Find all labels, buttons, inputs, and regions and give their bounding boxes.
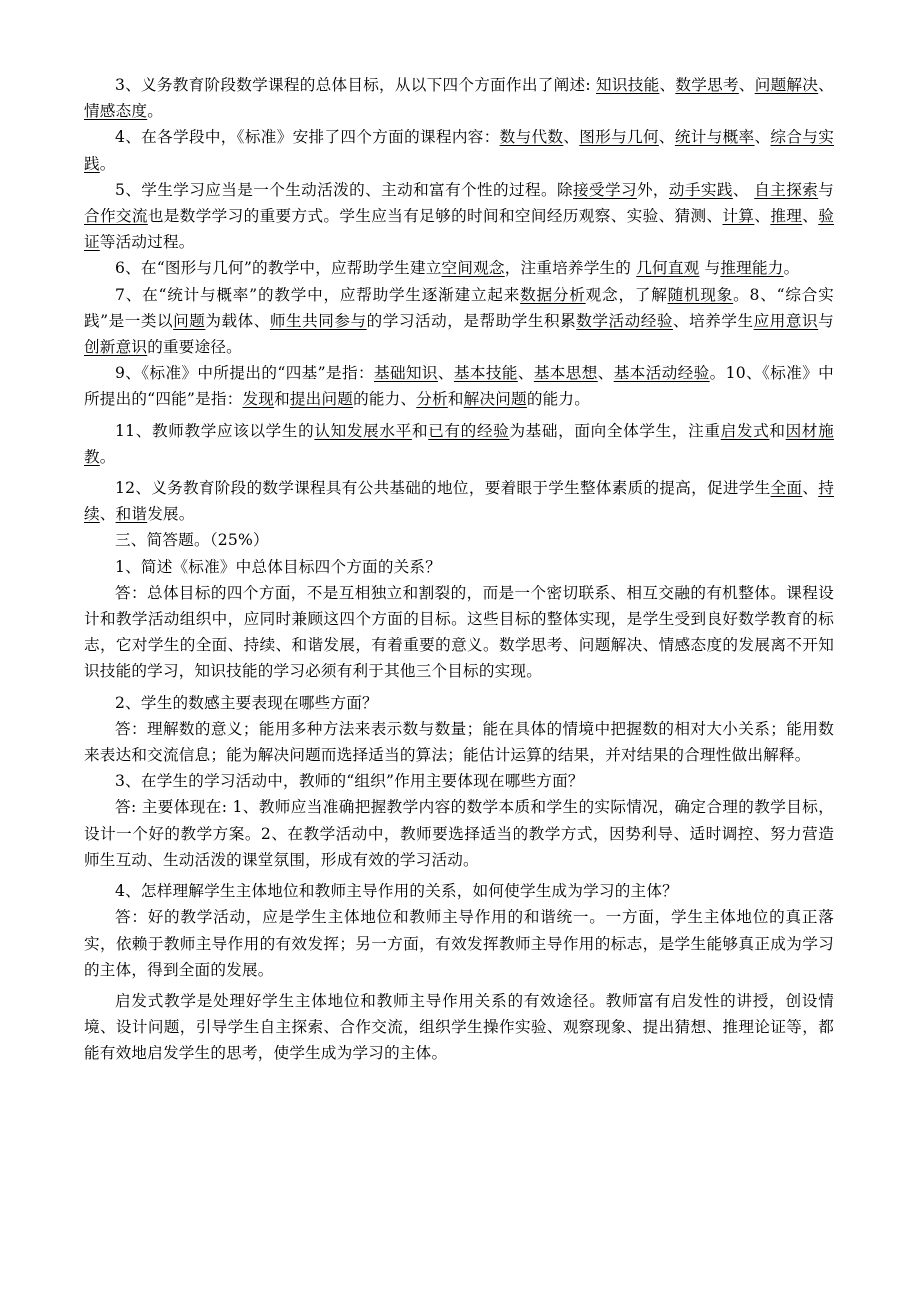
text-run: 为载体、 (205, 311, 270, 330)
underlined-answer: 数学思考 (675, 76, 739, 94)
text-run: 的能力。 (526, 390, 591, 409)
underlined-answer: 解决问题 (463, 390, 527, 409)
paragraph (84, 418, 834, 470)
underlined-answer: 基本思想 (533, 364, 598, 383)
text-run: 3、在学生的学习活动中，教师的“组织”作用主要体现在哪些方面？ (115, 772, 584, 791)
underlined-answer: 接受学习 (572, 180, 637, 199)
text-run: 、 (659, 76, 676, 94)
paragraph (84, 878, 834, 904)
underlined-answer: 知识技能 (596, 76, 660, 94)
paragraph (84, 475, 834, 527)
underlined-answer: 空间观念 (441, 259, 505, 278)
underlined-answer: 提出问题 (289, 390, 354, 409)
text-run: 、 (517, 364, 534, 383)
paragraph (84, 177, 834, 256)
text-run: 、 (818, 76, 834, 94)
text-run: 答：好的教学活动，应是学生主体地位和教师主导作用的和谐统一。一方面，学生主体地位的真正落实，依赖于教师主导作用的有效发挥；另一方面，有效发挥教师主导作用的标志，是学生能够真正成为学习的主体，得到全面的发展。 (84, 908, 834, 979)
text-run: 、 (738, 76, 755, 94)
text-run: 和 (447, 390, 464, 409)
underlined-answer: 分析 (416, 390, 448, 409)
underlined-answer: 发现 (242, 390, 275, 409)
text-run: 、 (658, 128, 675, 147)
underlined-answer: 应用意识 (753, 311, 819, 330)
underlined-answer: 验证 (84, 207, 834, 252)
text-run: 、 (802, 479, 819, 498)
paragraph (84, 768, 834, 794)
underlined-answer: 启发式 (720, 421, 770, 440)
text-run: 发展。 (147, 505, 195, 524)
text-run: 与 (818, 311, 834, 330)
underlined-answer: 数与代数 (499, 128, 564, 147)
paragraph (84, 124, 834, 176)
text-run: 5、学生学习应当是一个生动活泼的、主动和富有个性的过程。除 (115, 180, 573, 199)
text-run: 启发式教学是处理好学生主体地位和教师主导作用关系的有效途径。教师富有启发性的讲授，创设情境、设计问题，引导学生自主探索、合作交流，组织学生操作实验、观察现象、提出猜想、推理论证等，都能有效地启发学生的思考，使学生成为学习的主体。 (84, 991, 834, 1063)
underlined-answer: 随机现象 (667, 285, 734, 304)
text-run: 、 (563, 128, 580, 147)
underlined-answer: 全面 (770, 479, 803, 498)
text-run: 也是数学学习的重要方式。学生应当有足够的时间和空间经历观察、实验、猜测、 (147, 207, 723, 226)
text-run: 的学习活动，是帮助学生积累 (366, 311, 577, 330)
text-run: 的能力、 (353, 390, 417, 409)
paragraph (84, 794, 834, 873)
text-run: 6、在“图形与几何”的教学中，应帮助学生建立 (115, 259, 442, 278)
text-run: 、 (754, 207, 771, 226)
text-run: 2、学生的数感主要表现在哪些方面？ (115, 693, 378, 712)
text-run: 、 (437, 364, 454, 383)
underlined-answer: 因材施教 (84, 421, 834, 466)
text-run: 和 (769, 421, 786, 440)
text-run: 为基础，面向全体学生，注重 (509, 421, 721, 440)
paragraph (84, 554, 834, 580)
document-body (84, 72, 834, 1067)
underlined-answer: 基础知识 (373, 364, 438, 383)
underlined-answer: 情感态度 (84, 102, 148, 121)
underlined-answer: 基本技能 (453, 364, 518, 383)
underlined-answer: 和谐 (115, 505, 148, 524)
text-run: 。8、“综合实践”是一类以 (84, 285, 834, 330)
underlined-answer: 合作交流 (84, 207, 148, 226)
text-run: 。 (783, 259, 800, 278)
underlined-answer: 推理 (770, 207, 803, 226)
text-run: 、培养学生 (673, 311, 754, 330)
text-run: 、 (802, 207, 819, 226)
text-run: 12、义务教育阶段的数学课程具有公共基础的地位，要着眼于学生整体素质的提高，促进学生 (115, 479, 771, 498)
underlined-answer: 问题 (173, 311, 206, 330)
text-run: 7、在“统计与概率”的教学中，应帮助学生逐渐建立起来 (115, 285, 521, 304)
text-run: 等活动过程。 (99, 233, 195, 252)
text-run: 。10、《标准》中所提出的“四能”是指： (84, 364, 834, 409)
text-run: 和 (411, 421, 429, 440)
text-run: 11、教师教学应该以学生的 (115, 421, 315, 440)
text-run: 观念，了解 (585, 285, 668, 304)
text-run: 3、义务教育阶段数学课程的总体目标，从以下四个方面作出了阐述: (115, 76, 597, 94)
text-run: 答：理解数的意义；能用多种方法来表示数与数量；能在具体的情境中把握数的相对大小关系；能用数来表达和交流信息；能为解决问题而选择适当的算法；能估计运算的结果，并对结果的合理性做出解释。 (84, 719, 834, 765)
underlined-answer: 推理能力 (720, 259, 784, 278)
text-run: 三、简答题。（25%） (115, 531, 269, 550)
paragraph (84, 988, 834, 1067)
text-run: 答：总体目标的四个方面，不是互相独立和割裂的，而是一个密切联系、相互交融的有机整体。课程设计和教学活动组织中，应同时兼顾这四个方面的目标。这些目标的整体实现，是学生受到良好数学教育的标志，它对学生的全面、持续、和谐发展，有着重要的意义。数学思考、问题解决、情感态度的发展离不开知识技能的学习，知识技能的学习必须有利于其他三个目标的实现。 (84, 583, 834, 681)
paragraph (84, 527, 834, 553)
text-run: 。 (147, 102, 163, 121)
paragraph (84, 904, 834, 983)
underlined-answer: 数学活动经验 (576, 311, 674, 330)
underlined-answer: 计算 (722, 207, 755, 226)
paragraph (84, 360, 834, 412)
text-run: 的重要途径。 (147, 338, 242, 357)
underlined-answer: 综合与实践 (84, 128, 834, 173)
underlined-answer: 持续 (84, 479, 834, 524)
underlined-answer: 认知发展水平 (314, 421, 412, 440)
paragraph (84, 255, 834, 281)
underlined-answer: 几何直观 (636, 259, 700, 278)
paragraph (84, 282, 834, 361)
text-run: 答: 主要体现在: 1、教师应当准确把握教学内容的数学本质和学生的实际情况，确定合理的教学目标，设计一个好的教学方案。2、在教学活动中，教师要选择适当的教学方式，因势利导、适时调控、努力营造师生互动、生动活泼的课堂氛围，形成有效的学习活动。 (84, 798, 834, 869)
text-run: 、 (99, 505, 116, 524)
text-run: 、 (754, 128, 771, 147)
underlined-answer: 动手实践 (668, 180, 733, 199)
text-run: 和 (274, 390, 290, 409)
paragraph (84, 580, 834, 685)
text-run: 、 (732, 180, 755, 199)
underlined-answer: 师生共同参与 (269, 311, 367, 330)
underlined-answer: 创新意识 (84, 338, 148, 357)
underlined-answer: 统计与概率 (674, 128, 755, 147)
paragraph (84, 72, 834, 124)
text-run: ，注重培养学生的 (504, 259, 637, 278)
underlined-answer: 问题解决 (754, 76, 819, 94)
underlined-answer: 数据分析 (520, 285, 586, 304)
underlined-answer: 自主探索 (754, 180, 819, 199)
text-run: 。 (99, 447, 116, 466)
underlined-answer: 基本活动经验 (613, 364, 710, 383)
text-run: 4、在各学段中，《标准》安排了四个方面的课程内容： (115, 128, 500, 147)
text-run: 外， (636, 180, 669, 199)
text-run: 与 (699, 259, 721, 278)
underlined-answer: 已有的经验 (428, 421, 510, 440)
text-run: 4、怎样理解学生主体地位和教师主导作用的关系，如何使学生成为学习的主体？ (115, 882, 678, 901)
paragraph (84, 716, 834, 768)
text-run: 9、《标准》中所提出的“四基”是指： (115, 364, 374, 383)
text-run: 、 (597, 364, 614, 383)
text-run: 1、简述《标准》中总体目标四个方面的关系？ (115, 557, 441, 576)
text-run: 。 (99, 154, 116, 173)
underlined-answer: 图形与几何 (579, 128, 659, 147)
text-run: 与 (818, 180, 834, 199)
paragraph (84, 690, 834, 716)
